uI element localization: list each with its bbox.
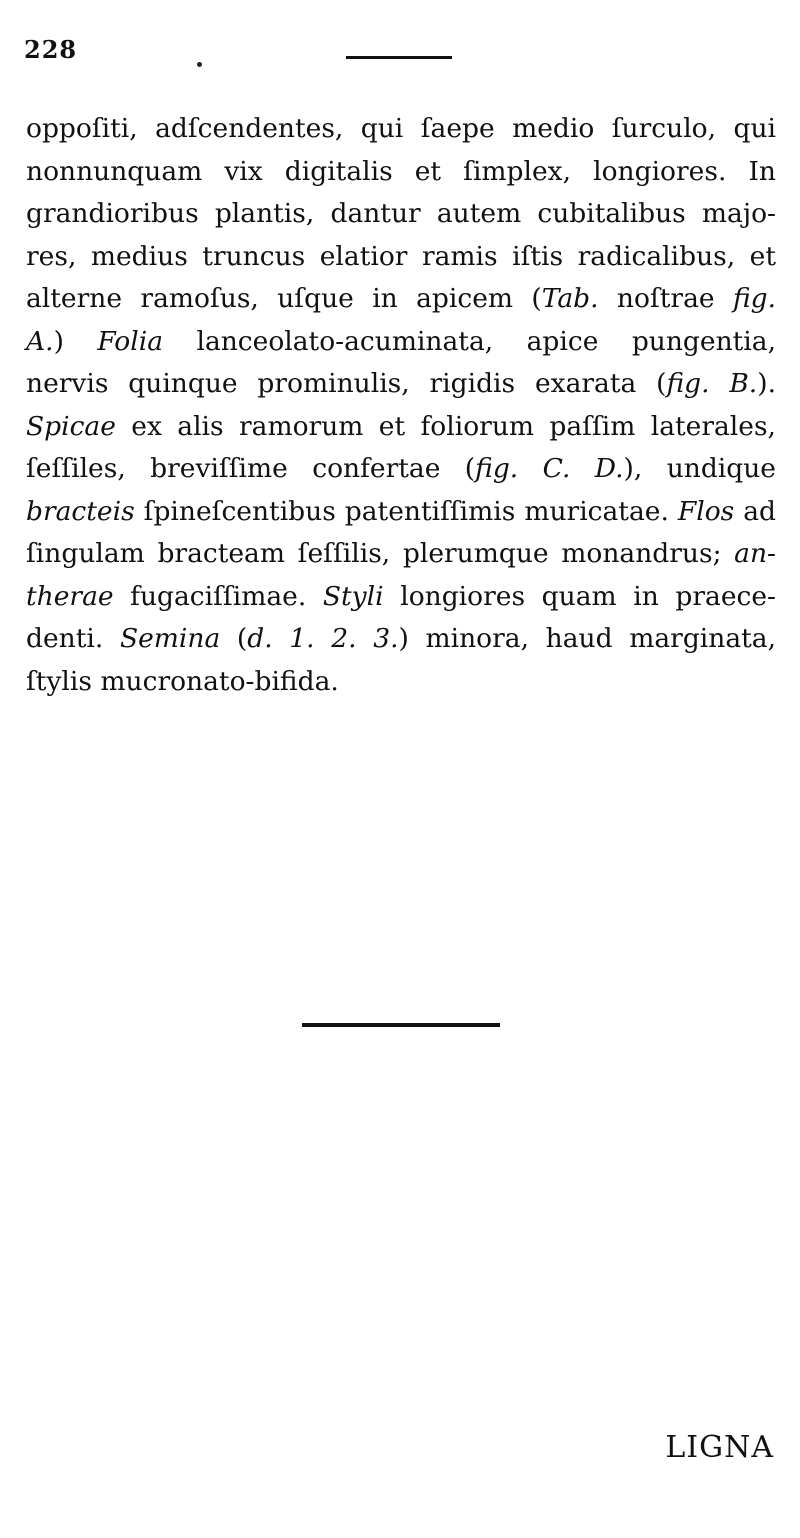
italic-term: Tab. — [541, 283, 599, 314]
text-run: res, medius truncus elatior ramis iſtis radicalibus, et — [26, 240, 776, 272]
text-run: ) minora, haud marginata, — [398, 623, 777, 654]
text-line — [26, 491, 776, 534]
catchword: LIGNA — [665, 1430, 774, 1465]
text-run: ). — [757, 368, 776, 399]
italic-term: fig. B. — [666, 368, 758, 399]
text-line — [26, 661, 776, 704]
text-line — [26, 108, 776, 151]
italic-term: Folia — [97, 325, 164, 357]
text-run: ſtylis mucronato-bifida. — [26, 665, 339, 697]
text-run: denti. — [26, 623, 120, 654]
header-ornament — [197, 62, 202, 67]
text-run: ad — [734, 495, 776, 527]
italic-term: Semina — [119, 623, 221, 654]
text-run: lanceolato-acuminata, apice pungentia, — [163, 325, 776, 357]
text-run: ſeſſiles, breviſſime confertae ( — [26, 453, 476, 484]
body-text — [26, 108, 776, 703]
italic-term: d. 1. 2. 3. — [247, 623, 399, 654]
header-rule — [346, 56, 452, 59]
text-run: oppoſiti, adſcendentes, qui ſaepe medio ſurculo, qui — [26, 113, 776, 144]
text-line — [26, 193, 776, 236]
text-run: ), undique — [623, 453, 776, 484]
text-line — [26, 151, 776, 194]
page-number: 228 — [24, 35, 78, 64]
text-line — [26, 406, 776, 449]
text-run: longiores quam in praece- — [383, 580, 776, 612]
italic-term: Styli — [322, 580, 384, 612]
text-run: ( — [220, 623, 248, 654]
text-run: ex alis ramorum et foliorum paſſim laterales, — [115, 410, 776, 442]
italic-term: therae — [26, 580, 114, 612]
text-line — [26, 533, 776, 576]
text-line — [26, 618, 776, 661]
italic-term: bracteis — [26, 495, 135, 527]
text-line — [26, 363, 776, 406]
italic-term: fig. — [732, 283, 776, 314]
section-end-rule — [302, 1023, 500, 1027]
italic-term: Spicae — [26, 410, 116, 442]
italic-term: fig. C. D. — [475, 453, 624, 484]
italic-term: Flos — [677, 495, 735, 527]
text-line — [26, 448, 776, 491]
text-run: noſtrae — [598, 283, 733, 314]
text-run: alterne ramoſus, uſque in apicem ( — [26, 283, 542, 314]
italic-term: A. — [26, 325, 54, 357]
text-run: grandioribus plantis, dantur autem cubitalibus majo- — [26, 198, 776, 229]
text-line — [26, 576, 776, 619]
text-line — [26, 278, 776, 321]
italic-term: an- — [734, 538, 776, 569]
text-run: fugaciſſimae. — [113, 580, 323, 612]
text-run: ) — [53, 325, 98, 357]
text-run: nervis quinque prominulis, rigidis exarata ( — [26, 368, 667, 399]
text-run: ſingulam bracteam ſeſſilis, plerumque monandrus; — [26, 538, 735, 569]
text-run: nonnunquam vix digitalis et ſimplex, longiores. In — [26, 155, 776, 187]
text-line — [26, 236, 776, 279]
text-line — [26, 321, 776, 364]
text-run: ſpineſcentibus patentiſſimis muricatae. — [134, 495, 678, 527]
